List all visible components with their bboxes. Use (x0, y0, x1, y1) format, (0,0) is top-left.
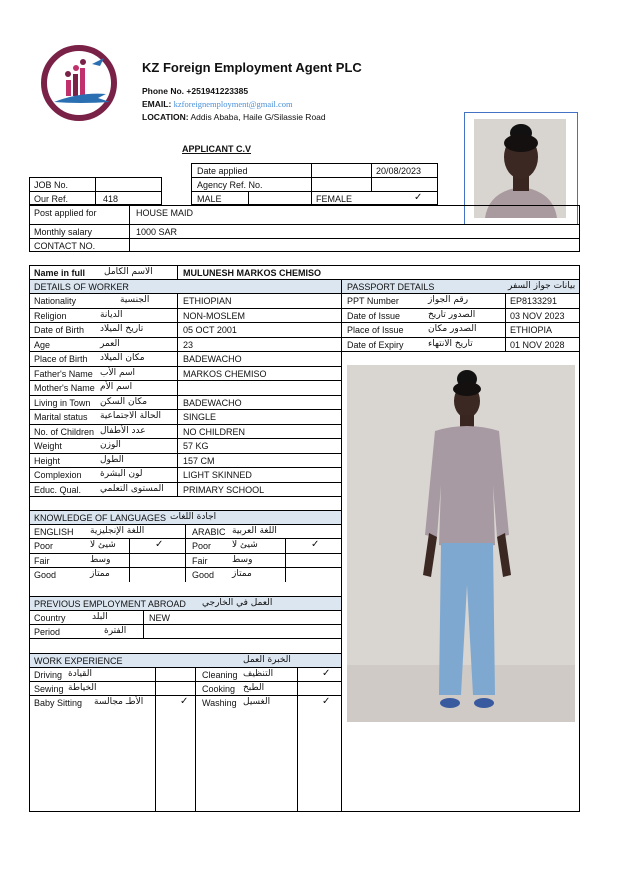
lang-row-line (29, 567, 341, 568)
english-poor-check: ✓ (155, 539, 164, 550)
detail-value: 157 CM (183, 455, 215, 466)
detail-label: Living in Town (34, 397, 91, 408)
name-value: MULUNESH MARKOS CHEMISO (183, 268, 322, 278)
experience-left-ar: الأطـ مجالسة (94, 697, 144, 707)
arabic-level-label: Poor (192, 541, 212, 551)
experience-left-ar: القيادة (68, 669, 92, 679)
detail-row-line (29, 380, 341, 381)
detail-value: NO CHILDREN (183, 426, 246, 437)
detail-row-line (29, 424, 341, 425)
languages-header-ar: اجادة اللغات (170, 512, 217, 522)
detail-value: LIGHT SKINNED (183, 470, 252, 480)
detail-row-line (29, 308, 341, 309)
experience-right-label: Washing (202, 698, 237, 708)
company-logo (40, 44, 118, 122)
detail-label-ar: المستوى التعلمي (100, 483, 164, 494)
female-label: FEMALE (316, 194, 353, 204)
previous-header: PREVIOUS EMPLOYMENT ABROAD (34, 599, 186, 609)
detail-label-ar: العمر (100, 338, 120, 349)
experience-right-ar: التنظيف (243, 669, 274, 679)
email-label: EMAIL: (142, 99, 172, 109)
experience-left-label: Baby Sitting (34, 698, 83, 708)
english-level-ar: وسط (90, 554, 111, 565)
lang-row-line (29, 553, 341, 554)
detail-row-line (29, 438, 341, 439)
phone-line (142, 87, 248, 96)
period-label: Period (34, 627, 61, 637)
name-label: Name in full (34, 268, 86, 278)
detail-label-ar: الوزن (100, 440, 121, 450)
arabic-label: ARABIC (192, 527, 226, 537)
passport-label-ar: الصدور تاريخ (428, 309, 476, 320)
detail-value: BADEWACHO (183, 354, 242, 364)
passport-value: 03 NOV 2023 (510, 310, 565, 321)
english-level-label: Good (34, 570, 57, 580)
post-value: HOUSE MAID (136, 208, 194, 218)
post-label: Post applied for (34, 208, 97, 218)
detail-label-ar: اسم الأم (100, 382, 133, 392)
agency-ref-label: Agency Ref. No. (197, 180, 263, 190)
english-label-ar: اللغة الإنجليزية (90, 526, 145, 536)
arabic-level-ar: ممتاز (232, 569, 252, 579)
female-check: ✓ (414, 192, 423, 203)
detail-row-line (29, 467, 341, 468)
detail-value: 23 (183, 339, 194, 350)
detail-label: Mother's Name (34, 383, 95, 393)
english-level-label: Poor (34, 541, 54, 551)
passport-value: 01 NOV 2028 (510, 339, 565, 350)
country-label-ar: البلد (92, 612, 108, 622)
experience-left-label: Driving (34, 670, 63, 680)
passport-label-ar: تاريخ الانتهاء (428, 338, 473, 349)
full-body-photo (347, 365, 575, 722)
detail-row-line (29, 395, 341, 396)
detail-value: NON-MOSLEM (183, 310, 246, 321)
detail-label: Father's Name (34, 368, 93, 379)
passport-value: EP8133291 (510, 296, 558, 306)
our-ref-label: Our Ref. (34, 194, 69, 204)
contact-label: CONTACT NO. (34, 241, 96, 251)
detail-value: 57 KG (183, 441, 209, 451)
experience-right-ar: الطبخ (243, 683, 265, 693)
date-applied-label: Date applied (197, 166, 248, 176)
passport-row-line (341, 351, 580, 352)
passport-label: Place of Issue (347, 325, 404, 335)
detail-row-line (29, 351, 341, 352)
location-value: Addis Ababa, Haile G/Silassie Road (190, 112, 326, 122)
arabic-level-label: Fair (192, 555, 208, 566)
passport-row-line (341, 337, 580, 338)
post-salary-box (29, 205, 580, 252)
detail-value: BADEWACHO (183, 397, 242, 408)
detail-row-line (29, 496, 341, 497)
experience-left-label: Sewing (34, 684, 64, 694)
date-applied-value: 20/08/2023 (376, 166, 422, 176)
arabic-label-ar: اللغة العربية (232, 526, 277, 536)
experience-header-ar: الخبرة العمل (243, 655, 291, 665)
salary-value: 1000 SAR (136, 227, 178, 237)
detail-label: Nationality (34, 296, 77, 306)
cv-title: APPLICANT C.V (182, 144, 252, 154)
detail-label: Marital status (34, 412, 88, 422)
experience-left-check: ✓ (180, 696, 189, 707)
passport-label: PPT Number (347, 296, 399, 306)
location-label: LOCATION: (142, 112, 189, 122)
detail-row-line (29, 337, 341, 338)
arabic-level-label: Good (192, 570, 215, 580)
period-label-ar: الفترة (104, 626, 127, 636)
passport-row-line (341, 308, 580, 309)
passport-label: Date of Expiry (347, 339, 404, 350)
detail-label: Religion (34, 310, 67, 321)
english-level-ar: ممتاز (90, 569, 110, 579)
experience-left-ar: الخياطة (68, 683, 97, 693)
detail-label-ar: الحالة الاجتماعية (100, 411, 161, 421)
detail-label-ar: تاريخ الميلاد (100, 324, 144, 334)
experience-right-label: Cleaning (202, 670, 238, 680)
lang-col-line (129, 538, 130, 582)
detail-label: Age (34, 339, 51, 350)
detail-label: Educ. Qual. (34, 484, 82, 495)
detail-row-line (29, 482, 341, 483)
detail-row-line (29, 322, 341, 323)
detail-row-line (29, 366, 341, 367)
phone-label: Phone No. (142, 86, 185, 96)
english-level-ar: شيئ لا (90, 540, 116, 550)
salary-label: Monthly salary (34, 227, 93, 237)
phone-value: +251941223385 (186, 86, 249, 96)
name-label-ar: الاسم الكامل (104, 267, 153, 277)
detail-label-ar: عدد الأطفال (100, 425, 146, 436)
lang-col-line (285, 538, 286, 582)
experience-header: WORK EXPERIENCE (34, 656, 123, 666)
detail-label-ar: مكان الميلاد (100, 353, 145, 363)
country-label: Country (34, 613, 66, 623)
detail-label: Height (34, 455, 61, 466)
detail-row-line (29, 409, 341, 410)
detail-value: PRIMARY SCHOOL (183, 484, 265, 495)
passport-value: ETHIOPIA (510, 325, 553, 335)
passport-label-ar: رقم الجواز (428, 295, 469, 305)
job-no-label: JOB No. (34, 180, 69, 190)
experience-right-label: Cooking (202, 684, 236, 694)
detail-value: MARKOS CHEMISO (183, 368, 267, 379)
email-value[interactable]: kzforeignemployment@gmail.com (173, 99, 293, 109)
detail-label-ar: مكان السكن (100, 396, 148, 407)
detail-label: Weight (34, 441, 62, 451)
detail-label-ar: لون البشرة (100, 469, 143, 479)
detail-label-ar: الديانة (100, 309, 123, 320)
detail-label: Complexion (34, 470, 82, 480)
passport-header-ar: بيانات جواز السفر (508, 281, 576, 291)
english-level-label: Fair (34, 555, 50, 566)
experience-right-check: ✓ (322, 696, 331, 707)
previous-header-ar: العمل في الخارجي (202, 598, 273, 608)
experience-right-ar: الغسيل (243, 697, 271, 707)
passport-label: Date of Issue (347, 310, 401, 321)
english-label: ENGLISH (34, 527, 74, 537)
detail-row-line (29, 453, 341, 454)
country-value: NEW (149, 613, 170, 623)
detail-label-ar: الجنسية (120, 295, 150, 305)
detail-value: SINGLE (183, 412, 217, 422)
passport-header: PASSPORT DETAILS (347, 282, 435, 292)
experience-right-check: ✓ (322, 668, 331, 679)
arabic-poor-check: ✓ (311, 539, 320, 550)
email-line (142, 100, 293, 109)
detail-value: 05 OCT 2001 (183, 325, 237, 335)
details-header: DETAILS OF WORKER (34, 282, 129, 292)
location-line (142, 113, 326, 122)
detail-label-ar: الطول (100, 454, 124, 465)
company-name: KZ Foreign Employment Agent PLC (142, 60, 362, 75)
our-ref-value: 418 (103, 194, 119, 204)
passport-row-line (341, 322, 580, 323)
detail-label: Date of Birth (34, 325, 85, 335)
male-label: MALE (197, 194, 222, 204)
arabic-level-ar: شيئ لا (232, 540, 258, 550)
languages-header: KNOWLEDGE OF LANGUAGES (34, 513, 167, 523)
detail-value: ETHIOPIAN (183, 296, 232, 306)
detail-label: No. of Children (34, 426, 95, 437)
passport-label-ar: الصدور مكان (428, 324, 477, 334)
detail-label: Place of Birth (34, 354, 88, 364)
detail-label-ar: اسم الأب (100, 367, 135, 378)
arabic-level-ar: وسط (232, 554, 253, 565)
